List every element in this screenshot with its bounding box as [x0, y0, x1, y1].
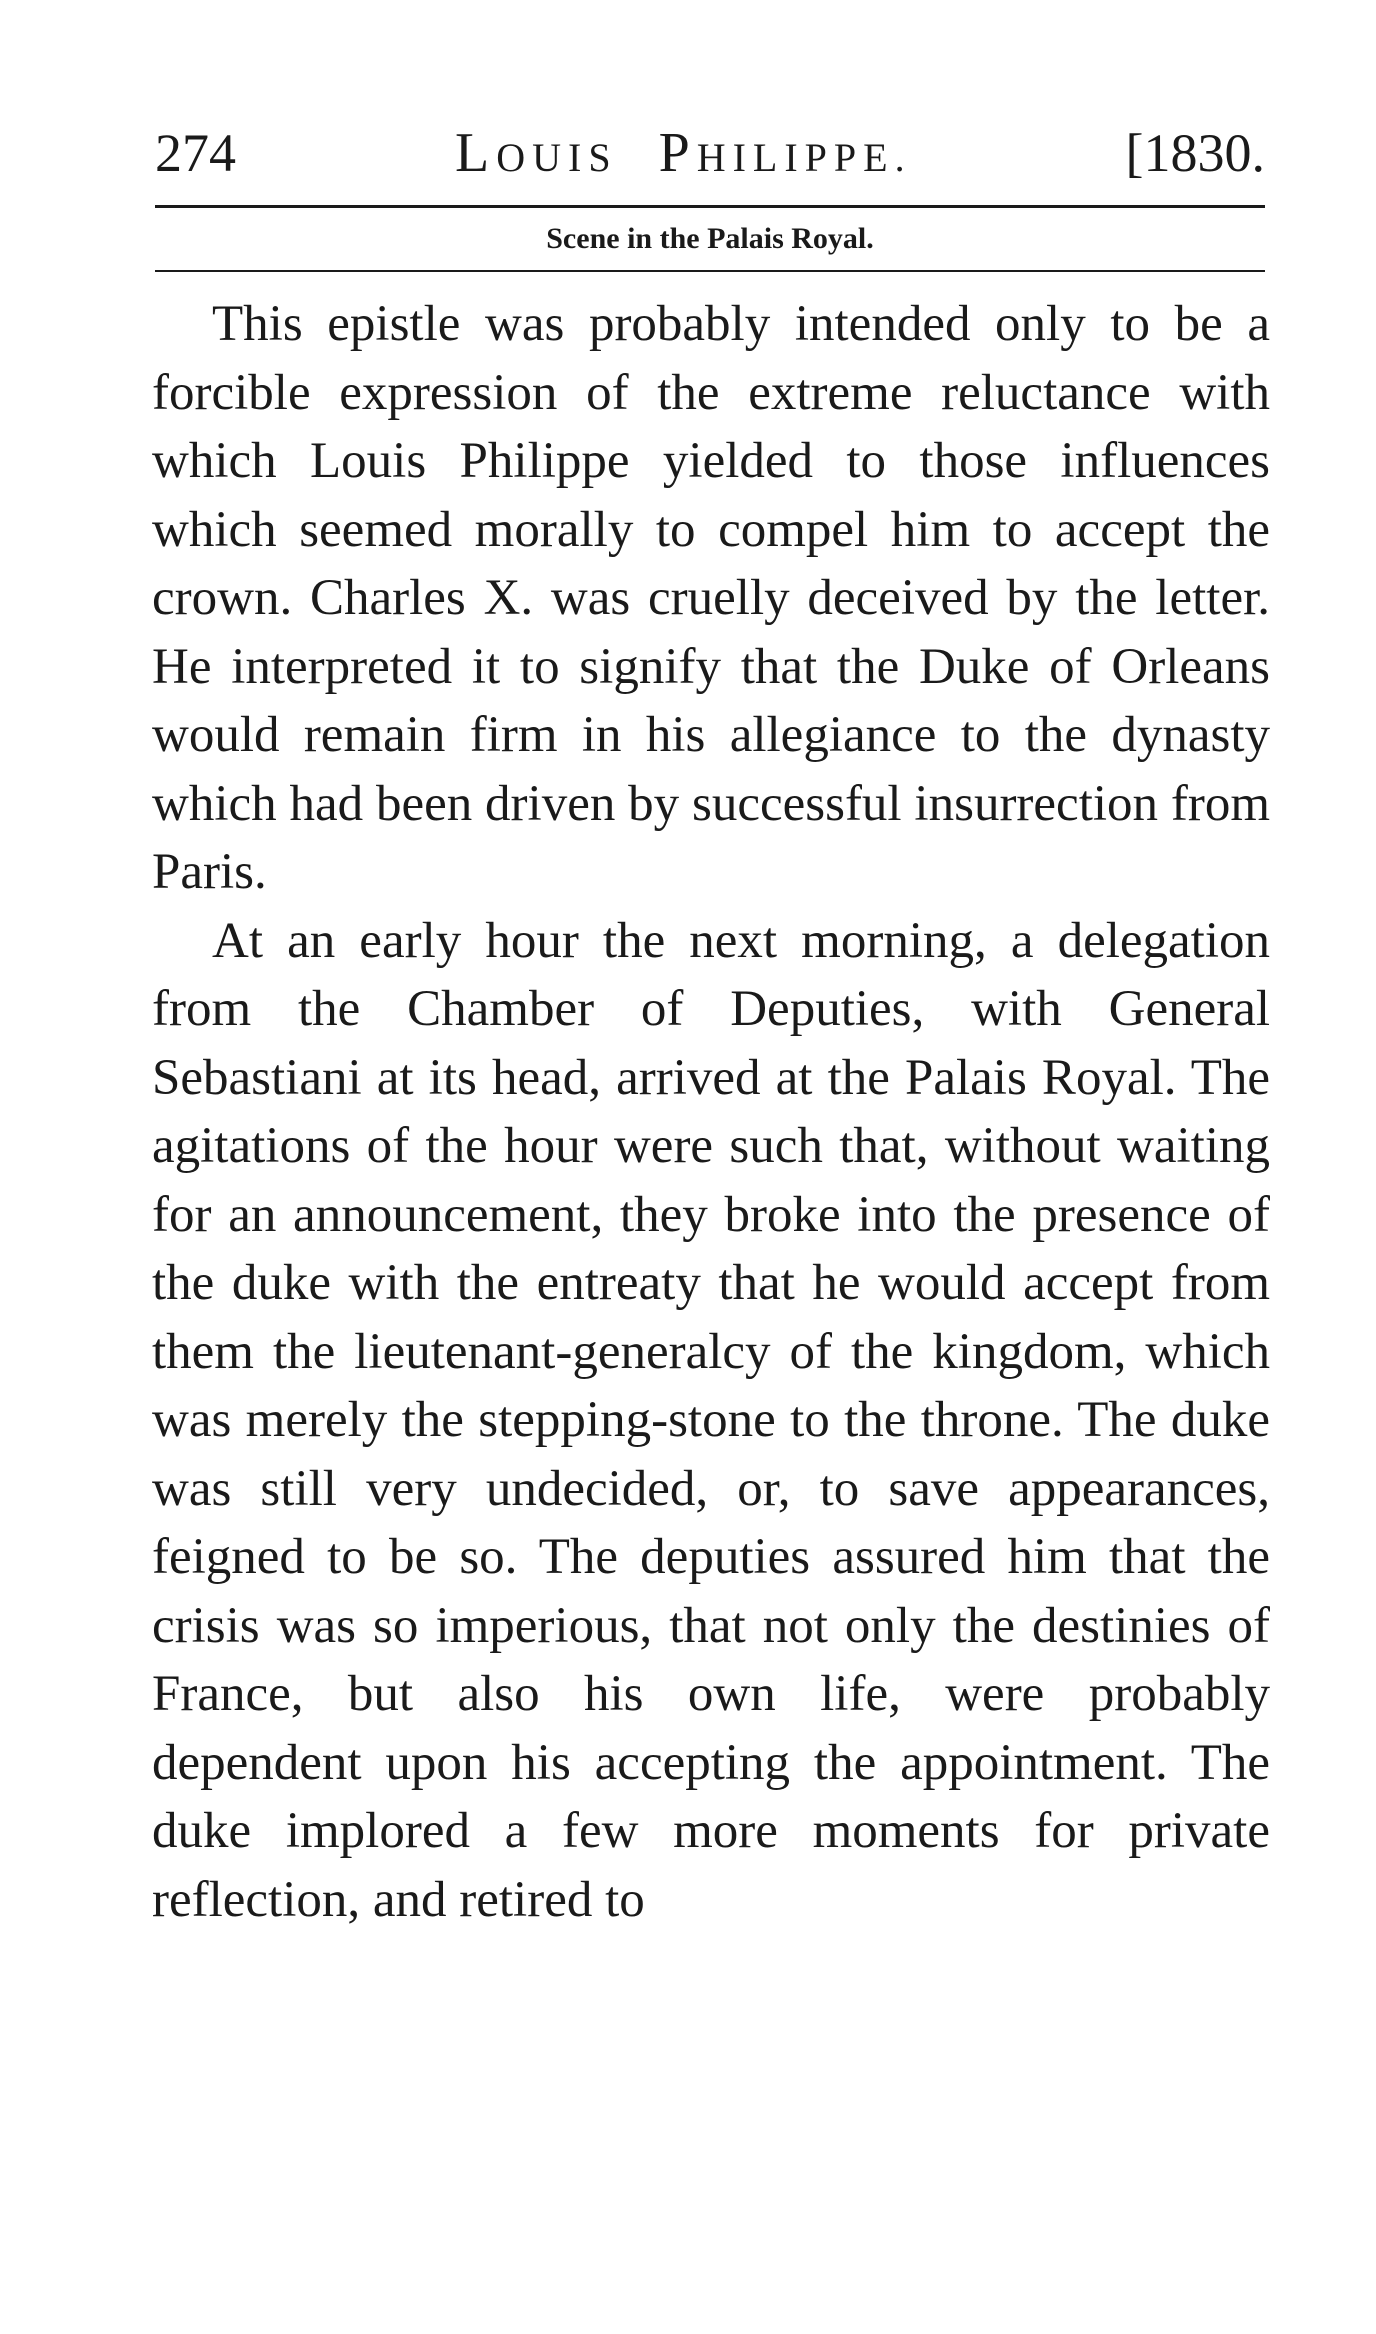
- body-text: [152, 290, 1270, 1934]
- title-initial: P: [658, 122, 697, 184]
- caption-rule: [155, 270, 1265, 272]
- year: [1830.: [1125, 123, 1265, 183]
- running-head: [155, 118, 1265, 188]
- page-number: 274: [155, 123, 236, 183]
- paragraph: This epistle was probably intended only to be a forcible expression of the extreme reluctance with which Louis Philippe yielded to those influences which seemed morally to compel him to accept the crown. Charles X. was cruelly deceived by the letter. He interpreted it to signify that the Duke of Orleans would remain firm in his allegiance to the dynasty which had been driven by successful insurrection from Paris.: [152, 296, 1270, 900]
- running-title: [455, 118, 912, 193]
- title-small-caps: HILIPPE.: [696, 135, 912, 180]
- section-caption: Scene in the Palais Royal.: [546, 222, 874, 255]
- title-initial: L: [455, 122, 497, 184]
- header-rule: [155, 205, 1265, 208]
- title-small-caps: OUIS: [496, 135, 618, 180]
- paragraph: At an early hour the next morning, a delegation from the Chamber of Deputies, with General Sebastiani at its head, arrived at the Palais Royal. The agitations of the hour were such that, without waiting for an announcement, they broke into the presence of the duke with the entreaty that he would accept from them the lieutenant-generalcy of the kingdom, which was merely the stepping-stone to the throne. The duke was still very undecided, or, to save appearances, feigned to be so. The deputies assured him that the crisis was so imperious, that not only the destinies of France, but also his own life, were probably dependent upon his accepting the appointment. The duke implored a few more moments for private reflection, and retired to: [152, 912, 1270, 1928]
